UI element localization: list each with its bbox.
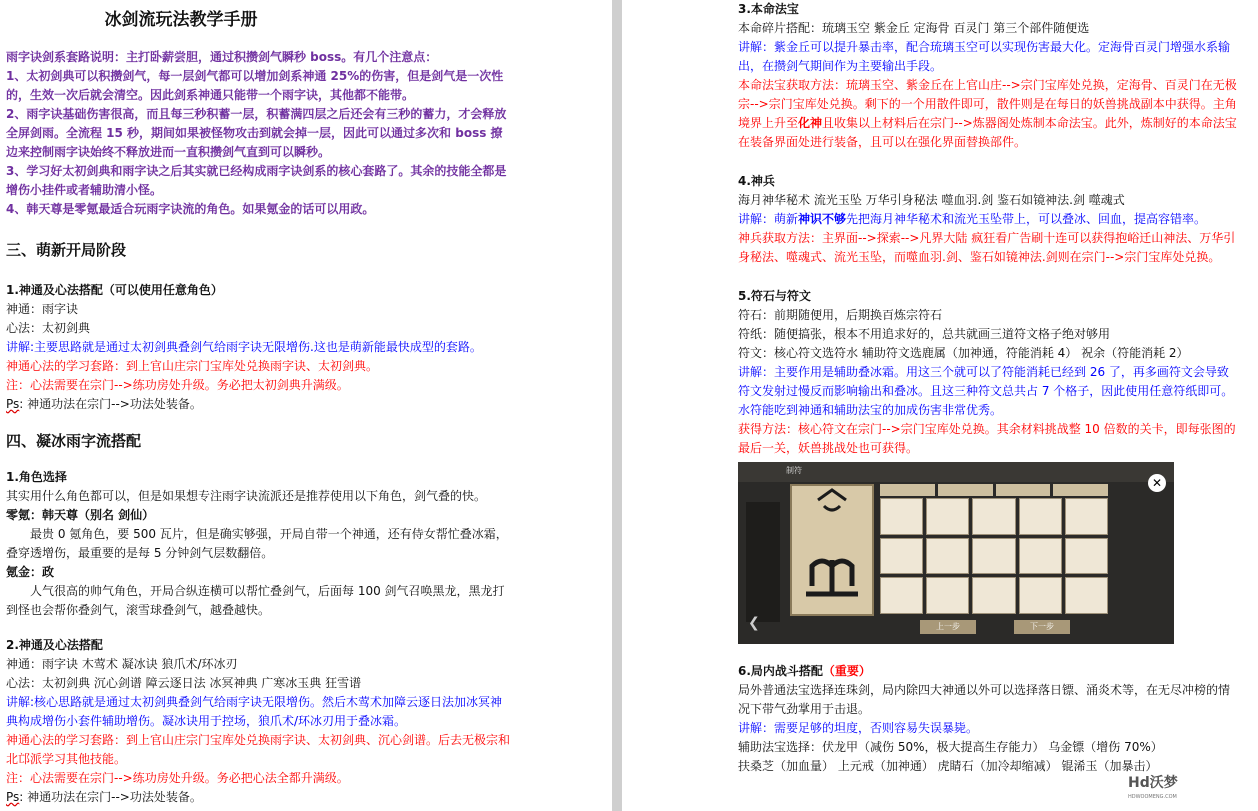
section-3-explanation: 讲解:主要思路就是通过太初剑典叠剑气给雨字诀无限增伤.这也是萌新能最快成型的套路。 — [6, 340, 482, 354]
rune-cell[interactable] — [1019, 538, 1062, 575]
battle-aux-2: 扶桑芝（加血量） 上元戒（加神通） 虎睛石（加冷却缩减） 锟浠玉（加暴击） — [738, 759, 1158, 773]
game-character-figure — [746, 502, 780, 622]
ps-label: Ps — [6, 397, 20, 411]
rune-cell[interactable] — [1019, 498, 1062, 535]
weapon-explanation: 讲解：萌新神识不够先把海月神华秘术和流光玉坠带上，可以叠冰、回血，提高容错率。 — [738, 212, 1207, 226]
rune-paper-card — [790, 484, 874, 616]
section-4-note: 注：心法需要在宗门-->练功房处升级。务必把心法全都升满级。 — [6, 771, 349, 785]
section-3-heading: 三、萌新开局阶段 — [6, 241, 127, 259]
document-title: 冰剑流玩法教学手册 — [104, 10, 258, 30]
section-3-skill: 神通：雨字诀 — [6, 302, 79, 316]
section-3-learn-path: 神通心法的学习套路：到上官山庄宗门宝库处兑换雨字诀、太初剑典。 — [6, 359, 379, 373]
back-arrow-icon[interactable]: ❮ — [748, 615, 760, 631]
treasure-explanation: 讲解：紫金丘可以提升暴击率，配合琉璃玉空可以实现伤害最大化。定海骨百灵门增强水系输出，在攒剑气期间作为主要输出手段。 — [738, 40, 1231, 73]
game-tab-strip[interactable] — [880, 484, 1108, 496]
intro-point-3: 3、学习好太初剑典和雨字诀之后其实就已经构成雨字诀剑系的核心套路了。其余的技能全都是增伤小挂件或者辅助清小怪。 — [6, 164, 507, 197]
section-4-heading: 四、凝冰雨字流搭配 — [6, 432, 142, 450]
rune-cell[interactable] — [926, 577, 969, 614]
section-3-ps — [6, 395, 612, 414]
rune-cell[interactable] — [1065, 498, 1108, 535]
page-gutter — [612, 0, 622, 811]
battle-explanation: 讲解：需要足够的坦度，否则容易失误暴毙。 — [738, 721, 979, 735]
section-3-subheading: 1.神通及心法搭配（可以使用任意角色） — [6, 283, 223, 297]
battle-treasure: 局外普通法宝选择连珠剑，局内除四大神通以外可以选择落日镖、涌炎术等，在无尽冲榜的情况下带气劲掌用于击退。 — [738, 683, 1231, 716]
battle-heading: 6.局内战斗搭配（重要） — [738, 664, 871, 678]
rune-cell[interactable] — [880, 577, 923, 614]
game-screenshot — [738, 462, 1174, 644]
rune-cell[interactable] — [1019, 577, 1062, 614]
document-page-left — [0, 0, 612, 811]
site-watermark-logo: Hd沃梦 HDWOOMENG.COM — [1128, 775, 1178, 800]
rune-cell[interactable] — [926, 538, 969, 575]
section-4-ps — [6, 788, 612, 807]
intro-heading: 雨字诀剑系套路说明：主打卧薪尝胆，通过积攒剑气瞬秒 boss。有几个注意点： — [6, 50, 438, 64]
section-4-explanation: 讲解:核心思路就是通过太初剑典叠剑气给雨字诀无限增伤。然后木莺术加障云逐日法加冰冥神典构成增伤小套件辅助增伤。凝冰诀用于控场，狼爪术/环冰刃用于叠冰霜。 — [6, 695, 503, 728]
rune-cell[interactable] — [972, 538, 1015, 575]
role-paid-text: 人气很高的帅气角色，开局合纵连横可以帮忙叠剑气，后面每 100 剑气召唤黑龙，黑龙打到怪也会帮你叠剑气，滚雪球叠剑气，越叠越快。 — [6, 584, 505, 617]
role-free-label: 零氪：韩天尊（别名 剑仙） — [6, 508, 155, 522]
game-prev-button[interactable]: 上一步 — [920, 620, 976, 634]
game-tab[interactable] — [938, 484, 993, 496]
document-page-right — [622, 0, 1258, 811]
rune-cell[interactable] — [926, 498, 969, 535]
ps-text: : 神通功法在宗门-->功法处装备。 — [19, 790, 202, 804]
weapon-obtain: 神兵获取方法：主界面-->探索-->凡界大陆 疯狂看广告刷十连可以获得抱峪迁山神法、万华引身秘法、噬魂式、流光玉坠，而噬血羽.剑、鉴石如镜神法.剑则在宗门-->宗门宝库处兑换。 — [738, 231, 1236, 264]
section-4-sub-role: 1.角色选择 — [6, 470, 67, 484]
treasure-obtain: 本命法宝获取方法：琉璃玉空、紫金丘在上官山庄-->宗门宝库处兑换，定海骨、百灵门在无极宗-->宗门宝库处兑换。剩下的一个用散件即可，散件则是在每日的妖兽挑战副本中获得。主角境界上升至化神且收集以上材料后在宗门-->炼器阁处炼制本命法宝。此外，炼制好的本命法宝在装备界面处进行装备，且可以在强化界面替换部件。 — [738, 78, 1237, 149]
battle-aux-1: 辅助法宝选择：伏龙甲（减伤 50%，极大提高生存能力） 乌金镖（增伤 70%） — [738, 740, 1163, 754]
rune-cell[interactable] — [880, 498, 923, 535]
game-tab[interactable] — [1053, 484, 1108, 496]
ps-label: Ps — [6, 790, 20, 804]
rune-obtain: 获得方法：核心符文在宗门-->宗门宝库处兑换。其余材料挑战整 10 倍数的关卡，即每张图的最后一关，妖兽挑战处也可获得。 — [738, 422, 1236, 455]
ps-text: : 神通功法在宗门-->功法处装备。 — [19, 397, 202, 411]
intro-point-4: 4、韩天尊是零氪最适合玩雨字诀流的角色。如果氪金的话可以用政。 — [6, 202, 375, 216]
section-4-sub-skills: 2.神通及心法搭配 — [6, 638, 103, 652]
rune-stone: 符石：前期随便用，后期换百炼宗符石 — [738, 308, 943, 322]
section-4-methods: 心法：太初剑典 沉心剑谱 障云逐日法 冰冥神典 广寒冰玉典 狂雪谱 — [6, 676, 362, 690]
rune-cell[interactable] — [972, 498, 1015, 535]
rune-glyph-icon — [792, 486, 872, 614]
role-free-text: 最贵 0 氪角色，要 500 瓦片，但是确实够强，开局自带一个神通，还有侍女帮忙叠冰霜，叠穿透增伤，最重要的是每 5 分钟剑气层数翻倍。 — [6, 527, 508, 560]
weapon-list: 海月神华秘术 流光玉坠 万华引身秘法 噬血羽.剑 鉴石如镜神法.剑 噬魂式 — [738, 193, 1125, 207]
game-tab-title: 制符 — [786, 466, 802, 475]
rune-grid — [880, 498, 1108, 614]
rune-cell[interactable] — [880, 538, 923, 575]
intro-point-1: 1、太初剑典可以积攒剑气，每一层剑气都可以增加剑系神通 25%的伤害，但是剑气是一次性的，生效一次后就会清空。因此剑系神通只能带一个雨字诀，其他都不能带。 — [6, 69, 504, 102]
rune-heading: 5.符石与符文 — [738, 289, 811, 303]
treasure-heading: 3.本命法宝 — [738, 2, 799, 16]
intro-point-2: 2、雨字诀基础伤害很高，而且每三秒积蓄一层，积蓄满四层之后还会有三秒的蓄力，才会释放全屏剑雨。全流程 15 秒，期间如果被怪物攻击到就会掉一层，因此可以通过多次和 boss 撩边来控制雨字诀始终不释放进而一直积攒剑气直到可以瞬秒。 — [6, 107, 507, 159]
rune-cell[interactable] — [1065, 538, 1108, 575]
section-4-learn-path: 神通心法的学习套路：到上官山庄宗门宝库处兑换雨字诀、太初剑典、沉心剑谱。后去无极宗和北邙派学习其他技能。 — [6, 733, 511, 766]
rune-text: 符文：核心符文选符水 辅助符文选鹿属（加神通，符能消耗 4） 祝余（符能消耗 2） — [738, 346, 1189, 360]
game-tab[interactable] — [880, 484, 935, 496]
game-tab[interactable] — [996, 484, 1051, 496]
rune-paper: 符纸：随便搞张，根本不用追求好的，总共就画三道符文格子绝对够用 — [738, 327, 1111, 341]
treasure-combo: 本命碎片搭配：琉璃玉空 紫金丘 定海骨 百灵门 第三个部件随便选 — [738, 21, 1090, 35]
role-intro: 其实用什么角色都可以，但是如果想专注雨字诀流派还是推荐使用以下角色，剑气叠的快。 — [6, 489, 487, 503]
game-topbar — [738, 462, 1174, 482]
role-paid-label: 氪金：政 — [6, 565, 55, 579]
rune-explanation: 讲解：主要作用是辅助叠冰霜。用这三个就可以了符能消耗已经到 26 了，再多画符文会导致符文发射过慢反而影响输出和叠冰。且这三种符文总共占 7 个格子，因此使用任意符纸即可。水符能吃到神通和辅助法宝的加成伤害非常优秀。 — [738, 365, 1234, 417]
section-4-skills: 神通：雨字诀 木莺术 凝冰诀 狼爪术/环冰刃 — [6, 657, 238, 671]
close-icon[interactable]: ✕ — [1148, 474, 1166, 492]
game-next-button[interactable]: 下一步 — [1014, 620, 1070, 634]
section-3-method: 心法：太初剑典 — [6, 321, 91, 335]
section-3-note: 注：心法需要在宗门-->练功房处升级。务必把太初剑典升满级。 — [6, 378, 349, 392]
rune-cell[interactable] — [972, 577, 1015, 614]
rune-cell[interactable] — [1065, 577, 1108, 614]
weapon-heading: 4.神兵 — [738, 174, 775, 188]
